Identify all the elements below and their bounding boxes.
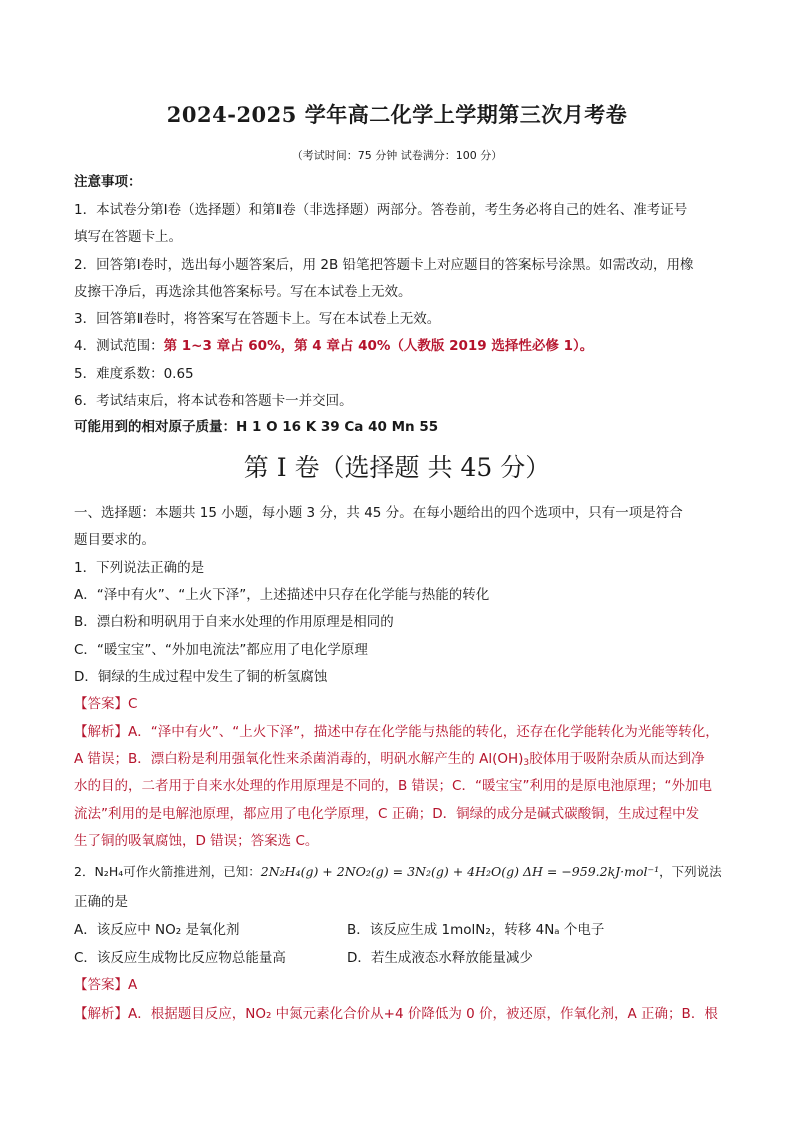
notice-item-4-prefix: 4．测试范围： bbox=[74, 338, 164, 354]
notice-item-4 bbox=[74, 336, 722, 356]
q1-stem: 1．下列说法正确的是 bbox=[74, 560, 205, 576]
stem-text: 可作火箭推进剂，已知： bbox=[123, 864, 261, 879]
notice-item-3: 3．回答第Ⅱ卷时，将答案写在答题卡上。写在本试卷上无效。 bbox=[74, 311, 441, 327]
q2-option-a: A．该反应中 NO₂ 是氧化剂 bbox=[74, 922, 240, 938]
analysis-text: A．根据题目反应，NO₂ 中氮元素化合价从+4 价降低为 0 价，被还原，作氧化剂，A 正确；B．根 bbox=[128, 1006, 718, 1022]
q2-number: 2． bbox=[74, 864, 95, 879]
q2-answer bbox=[74, 975, 722, 995]
answer-value: A bbox=[128, 977, 138, 993]
exam-info: （考试时间：75 分钟 试卷满分：100 分） bbox=[291, 149, 503, 162]
q2-analysis bbox=[74, 1004, 722, 1024]
notice-item-6: 6．考试结束后，将本试卷和答题卡一并交回。 bbox=[74, 393, 353, 409]
answer-tag: 【答案】 bbox=[74, 977, 128, 993]
q2-options-row1 bbox=[74, 920, 722, 940]
q1-analysis-line2 bbox=[74, 749, 722, 773]
analysis-tag: 【解析】 bbox=[74, 724, 128, 740]
test-range: 第 1~3 章占 60%，第 4 章占 40%（人教版 2019 选择性必修 1）。 bbox=[163, 338, 594, 354]
answer-value: C bbox=[128, 696, 138, 712]
notice-item-1-cont: 填写在答题卡上。 bbox=[74, 229, 182, 245]
notice-heading: 注意事项： bbox=[74, 174, 142, 190]
q1-option-c: C．“暖宝宝”、“外加电流法”都应用了电化学原理 bbox=[74, 642, 368, 658]
analysis-text: 胶体用于吸附杂质从而达到净 bbox=[529, 751, 705, 767]
reaction-equation: 2N₂H₄(g) + 2NO₂(g) = 3N₂(g) + 4H₂O(g) ΔH = −959.2kJ·mol⁻¹ bbox=[260, 864, 660, 879]
formula: N₂H₄ bbox=[94, 864, 124, 879]
q1-option-a: A．“泽中有火”、“上火下泽”，上述描述中只存在化学能与热能的转化 bbox=[74, 587, 490, 603]
q1-option-b: B．漂白粉和明矾用于自来水处理的作用原理是相同的 bbox=[74, 614, 394, 630]
q1-analysis-line3: 水的目的，二者用于自来水处理的作用原理是不同的，B 错误；C．“暖宝宝”利用的是原电池原理；“外加电 bbox=[74, 778, 712, 794]
q1-answer bbox=[74, 694, 722, 714]
q2-stem-cont: 正确的是 bbox=[74, 894, 128, 910]
subscript: 3 bbox=[523, 758, 530, 768]
analysis-tag: 【解析】 bbox=[74, 1006, 128, 1022]
q1-analysis-line5: 生了铜的吸氧腐蚀，D 错误；答案选 C。 bbox=[74, 833, 319, 849]
answer-tag: 【答案】 bbox=[74, 696, 128, 712]
q1-analysis bbox=[74, 722, 722, 742]
q2-option-d: D．若生成液态水释放能量减少 bbox=[347, 950, 533, 966]
notice-item-5: 5．难度系数：0.65 bbox=[74, 366, 194, 382]
q2-options-row2 bbox=[74, 948, 722, 968]
analysis-text: A 错误；B．漂白粉是利用强氧化性来杀菌消毒的，明矾水解产生的 Al(OH) bbox=[74, 751, 524, 767]
notice-item-2-cont: 皮擦干净后，再选涂其他答案标号。写在本试卷上无效。 bbox=[74, 284, 412, 300]
q1-option-d: D．铜绿的生成过程中发生了铜的析氢腐蚀 bbox=[74, 669, 328, 685]
notice-item-2: 2．回答第Ⅰ卷时，选出每小题答案后，用 2B 铅笔把答题卡上对应题目的答案标号涂黑。如需改动，用橡 bbox=[74, 257, 694, 273]
section-title: 第 I 卷（选择题 共 45 分） bbox=[243, 453, 551, 482]
instructions-cont: 题目要求的。 bbox=[74, 532, 155, 548]
stem-text: ，下列说法 bbox=[659, 864, 722, 879]
q1-analysis-line4: 流法”利用的是电解池原理，都应用了电化学原理，C 正确；D．铜绿的成分是碱式碳酸铜，生成过程中发 bbox=[74, 806, 700, 822]
q2-option-b: B．该反应生成 1molN₂，转移 4Nₐ 个电子 bbox=[347, 922, 605, 938]
instructions: 一、选择题：本题共 15 小题，每小题 3 分，共 45 分。在每小题给出的四个选项中，只有一项是符合 bbox=[74, 505, 683, 521]
q2-stem bbox=[74, 862, 722, 882]
q2-option-c: C．该反应生成物比反应物总能量高 bbox=[74, 950, 286, 966]
atomic-masses: 可能用到的相对原子质量：H 1 O 16 K 39 Ca 40 Mn 55 bbox=[74, 419, 439, 435]
page-title: 2024-2025 学年高二化学上学期第三次月考卷 bbox=[166, 102, 628, 127]
notice-item-1: 1．本试卷分第Ⅰ卷（选择题）和第Ⅱ卷（非选择题）两部分。答卷前，考生务必将自己的姓名、准考证号 bbox=[74, 202, 688, 218]
analysis-text: A．“泽中有火”、“上火下泽”，描述中存在化学能与热能的转化，还存在化学能转化为光能等转化， bbox=[128, 724, 719, 740]
